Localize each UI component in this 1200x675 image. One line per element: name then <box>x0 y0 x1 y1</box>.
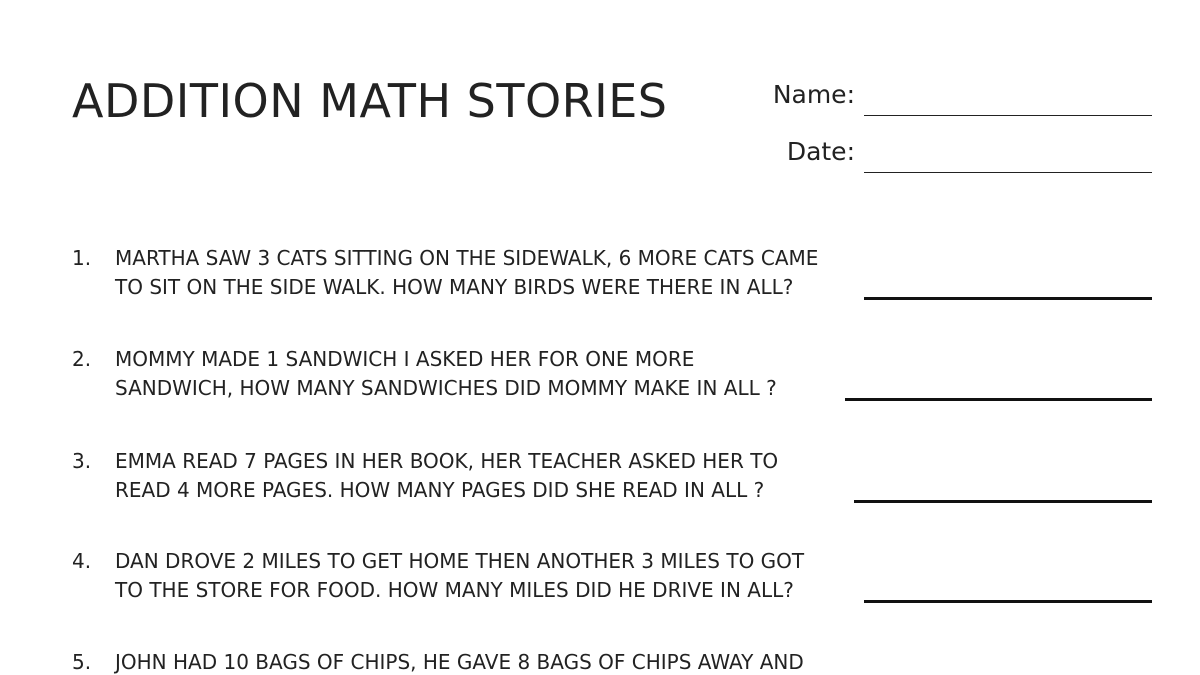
answer-line[interactable] <box>864 600 1152 603</box>
name-label: Name: <box>772 80 855 109</box>
question-number: 4. <box>72 549 92 573</box>
question-text <box>115 648 845 675</box>
date-field[interactable] <box>864 172 1152 173</box>
question-line: MOMMY MADE 1 SANDWICH I ASKED HER FOR ONE MORE <box>115 347 695 371</box>
question-line: JOHN HAD 10 BAGS OF CHIPS, HE GAVE 8 BAGS OF CHIPS AWAY AND <box>115 650 804 674</box>
question-number: 2. <box>72 347 92 371</box>
question-line: EMMA READ 7 PAGES IN HER BOOK, HER TEACHER ASKED HER TO <box>115 449 779 473</box>
question-line: DAN DROVE 2 MILES TO GET HOME THEN ANOTHER 3 MILES TO GOT <box>115 549 805 573</box>
question-text <box>115 547 845 605</box>
question-number: 1. <box>72 246 92 270</box>
page-title: ADDITION MATH STORIES <box>72 74 668 128</box>
question-text <box>115 447 845 505</box>
question-line: MARTHA SAW 3 CATS SITTING ON THE SIDEWALK, 6 MORE CATS CAME <box>115 246 819 270</box>
question-line: TO SIT ON THE SIDE WALK. HOW MANY BIRDS WERE THERE IN ALL? <box>115 275 794 299</box>
question-line: SANDWICH, HOW MANY SANDWICHES DID MOMMY MAKE IN ALL ? <box>115 376 777 400</box>
question-number: 5. <box>72 650 92 674</box>
answer-line[interactable] <box>864 297 1152 300</box>
question-number: 3. <box>72 449 92 473</box>
question-line: TO THE STORE FOR FOOD. HOW MANY MILES DID HE DRIVE IN ALL? <box>115 578 794 602</box>
name-field[interactable] <box>864 115 1152 116</box>
answer-line[interactable] <box>845 398 1152 401</box>
answer-line[interactable] <box>854 500 1152 503</box>
question-line: READ 4 MORE PAGES. HOW MANY PAGES DID SHE READ IN ALL ? <box>115 478 765 502</box>
date-label: Date: <box>786 137 855 166</box>
question-text <box>115 244 845 302</box>
question-text <box>115 345 845 403</box>
